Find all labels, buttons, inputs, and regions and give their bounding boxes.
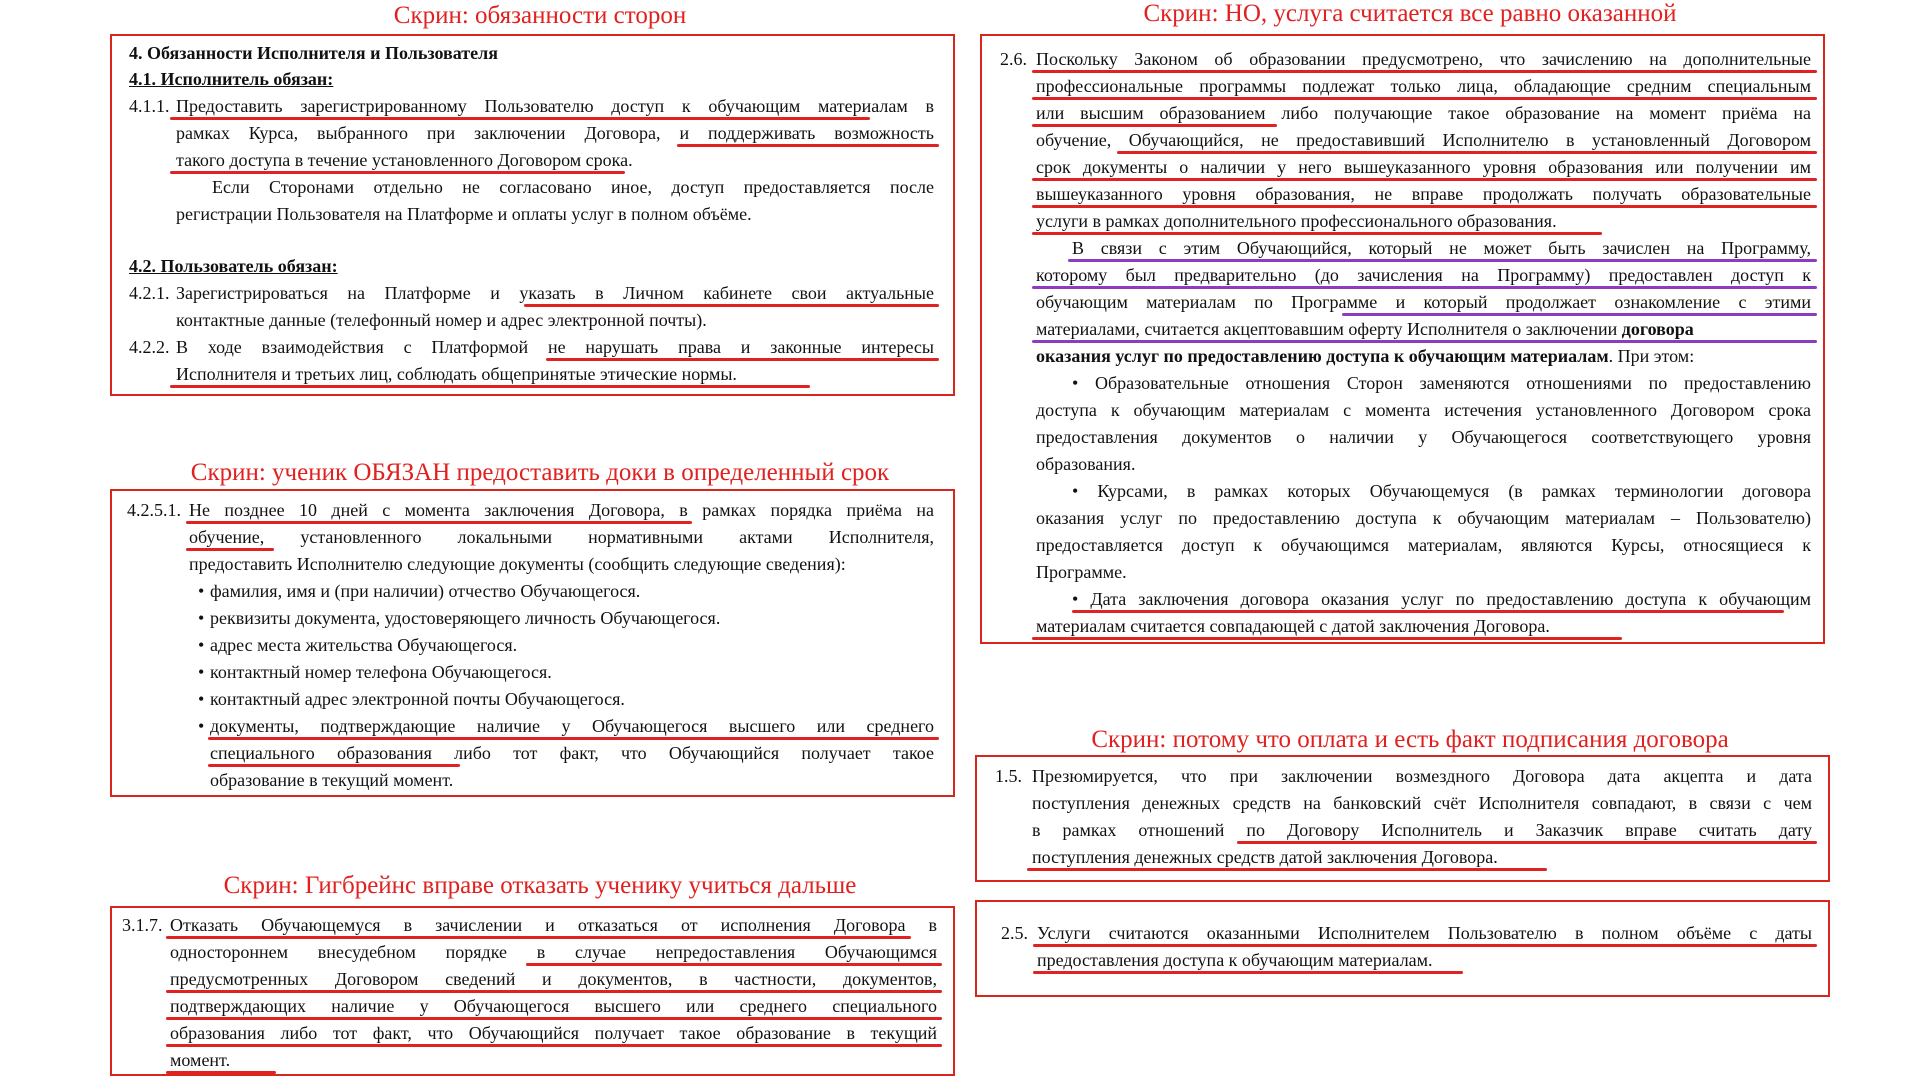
- list-item: фамилия, имя и (при наличии) отчество Обучающегося.: [210, 581, 641, 601]
- highlight-underline: [546, 358, 939, 361]
- highlight-underline: [186, 548, 274, 551]
- text-line: материалам считается совпадающей с датой заключения Договора.: [1036, 616, 1550, 636]
- clause-number: 4.1.1.: [129, 96, 170, 116]
- highlight-underline: [1237, 841, 1817, 844]
- caption-payment-is-signing: Скрин: потому что оплата и есть факт подписания договора: [1091, 726, 1729, 753]
- text-line: обучение, установленного локальными нормативными актами Исполнителя,: [189, 527, 934, 547]
- bullet: •: [198, 581, 205, 601]
- text-line: срок документы о наличии у него вышеуказанного уровня образования или получении им: [1036, 157, 1811, 177]
- text-line: Не позднее 10 дней с момента заключения Договора, в рамках порядка приёма на: [189, 500, 934, 520]
- highlight-underline: [1033, 971, 1463, 974]
- text-line: поступления денежных средств на банковский счёт Исполнителя совпадают, в связи с чем: [1032, 793, 1812, 813]
- highlight-underline: [208, 737, 939, 740]
- clause-number: 2.5.: [1001, 923, 1028, 943]
- text-line: Зарегистрироваться на Платформе и указать в Личном кабинете свои актуальные: [176, 283, 934, 303]
- text-line: Презюмируется, что при заключении возмездного Договора дата акцепта и дата: [1032, 766, 1812, 786]
- highlight-underline: [166, 990, 942, 993]
- caption-service-considered-rendered: Скрин: НО, услуга считается все равно оказанной: [1143, 0, 1677, 27]
- highlight-underline: [166, 1017, 942, 1020]
- text-line: [1036, 316, 1811, 342]
- text-line: профессиональные программы подлежат только лица, обладающие средним специальным: [1036, 76, 1811, 96]
- section-title: 4. Обязанности Исполнителя и Пользователя: [129, 43, 498, 63]
- excerpt-obligations: [110, 34, 955, 396]
- text-span: материалами, считается акцептовавшим оферту Исполнителя о заключении: [1036, 319, 1618, 339]
- bullet: •: [198, 662, 205, 682]
- highlight-underline: [170, 117, 870, 120]
- text-line: • Курсами, в рамках которых Обучающемуся (в рамках терминологии договора: [1072, 481, 1811, 501]
- list-item: реквизиты документа, удостоверяющего личность Обучающегося.: [210, 608, 721, 628]
- list-item: контактный номер телефона Обучающегося.: [210, 662, 552, 682]
- highlight-underline: [526, 963, 942, 966]
- text-line: поступления денежных средств датой заключения Договора.: [1032, 847, 1498, 867]
- text-line: • Образовательные отношения Сторон заменяются отношениями по предоставлению: [1072, 373, 1811, 393]
- text-line: доступа к обучающим материалам с момента истечения установленного Договором срока: [1036, 400, 1811, 420]
- highlight-underline: [1032, 70, 1817, 73]
- text-span-bold: договора: [1621, 319, 1694, 339]
- text-span: . При этом:: [1608, 346, 1695, 366]
- excerpt-clause-2-6: [980, 34, 1825, 644]
- text-line: вышеуказанного уровня образования, не вправе продолжать получать образовательные: [1036, 184, 1811, 204]
- highlight-underline: [186, 521, 692, 524]
- text-line: предоставления доступа к обучающим материалам.: [1037, 950, 1433, 970]
- text-line: образования.: [1036, 454, 1136, 474]
- text-line: в рамках отношений по Договору Исполнитель и Заказчик вправе считать дату: [1032, 820, 1812, 840]
- highlight-underline: [524, 304, 939, 307]
- excerpt-clause-4-2-5-1: [110, 489, 955, 797]
- clause-number: 3.1.7.: [122, 915, 163, 935]
- highlight-underline-purple: [1032, 286, 1817, 289]
- text-line: одностороннем внесудебном порядке в случае непредоставления Обучающимся: [170, 942, 937, 962]
- highlight-underline-purple: [1342, 313, 1817, 316]
- text-line: момент.: [170, 1050, 231, 1070]
- text-line: Отказать Обучающемуся в зачислении и отказаться от исполнения Договора в: [170, 915, 937, 935]
- list-item: документы, подтверждающие наличие у Обучающегося высшего или среднего: [210, 716, 934, 736]
- text-line: В ходе взаимодействия с Платформой не нарушать права и законные интересы: [176, 337, 934, 357]
- subsection-user-obliged: 4.2. Пользователь обязан:: [129, 256, 338, 276]
- highlight-underline: [1072, 610, 1784, 613]
- highlight-underline: [1032, 637, 1622, 640]
- bullet: •: [198, 635, 205, 655]
- text-line: • Дата заключения договора оказания услуг по предоставлению доступа к обучающим: [1072, 589, 1811, 609]
- bullet: •: [198, 608, 205, 628]
- clause-number: 1.5.: [995, 766, 1022, 786]
- clause-number: 4.2.1.: [129, 283, 170, 303]
- bullet: •: [198, 716, 205, 736]
- text-line: Исполнителя и третьих лиц, соблюдать общепринятые этические нормы.: [176, 364, 737, 384]
- text-line: которому был предварительно (до зачисления на Программу) предоставлен доступ к: [1036, 265, 1811, 285]
- text-line: Услуги считаются оказанными Исполнителем Пользователю в полном объёме с даты: [1037, 923, 1812, 943]
- text-line: подтверждающих наличие у Обучающегося высшего или среднего специального: [170, 996, 937, 1016]
- highlight-underline: [1032, 97, 1817, 100]
- text-line: регистрации Пользователя на Платформе и оплаты услуг в полном объёме.: [176, 204, 752, 224]
- text-line: В связи с этим Обучающийся, который не может быть зачислен на Программу,: [1072, 238, 1811, 258]
- highlight-underline: [166, 1044, 942, 1047]
- text-line: образования либо тот факт, что Обучающийся получает такое образование в текущий: [170, 1023, 937, 1043]
- caption-may-refuse-further-study: Скрин: Гигбрейнс вправе отказать ученику учиться дальше: [223, 872, 857, 899]
- bullet: •: [198, 689, 205, 709]
- text-line: или высшим образованием либо получающие такое образование на момент приёма на: [1036, 103, 1811, 123]
- caption-party-obligations: Скрин: обязанности сторон: [393, 2, 687, 29]
- list-item: специального образования либо тот факт, что Обучающийся получает такое: [210, 743, 934, 763]
- highlight-underline: [170, 385, 810, 388]
- highlight-underline: [1032, 205, 1817, 208]
- highlight-underline: [1027, 868, 1547, 871]
- list-item: контактный адрес электронной почты Обучающегося.: [210, 689, 625, 709]
- text-line: такого доступа в течение установленного Договором срока.: [176, 150, 633, 170]
- clause-number: 4.2.5.1.: [127, 500, 181, 520]
- text-line: [1036, 343, 1694, 369]
- excerpt-clause-1-5: [975, 755, 1830, 882]
- subsection-executor-obliged: 4.1. Исполнитель обязан:: [129, 69, 334, 89]
- text-line: Если Сторонами отдельно не согласовано иное, доступ предоставляется после: [212, 177, 934, 197]
- text-line: оказания услуг по предоставлению доступа к обучающим материалам – Пользователю): [1036, 508, 1811, 528]
- text-line: услуги в рамках дополнительного профессионального образования.: [1036, 211, 1557, 231]
- highlight-underline: [1032, 232, 1602, 235]
- text-line: Поскольку Законом об образовании предусмотрено, что зачислению на дополнительные: [1036, 49, 1811, 69]
- highlight-underline: [1032, 124, 1277, 127]
- highlight-underline: [170, 171, 625, 174]
- text-line: обучающим материалам по Программе и который продолжает ознакомление с этими: [1036, 292, 1811, 312]
- text-line: предусмотренных Договором сведений и документов, в частности, документов,: [170, 969, 937, 989]
- text-span-bold: оказания услуг по предоставлению доступа к обучающим материалам: [1036, 346, 1609, 366]
- text-line: обучение, Обучающийся, не предоставивший Исполнителю в установленный Договором: [1036, 130, 1811, 150]
- text-line: предоставляется доступ к обучающимся материалам, являются Курсы, относящиеся к: [1036, 535, 1811, 555]
- highlight-underline-purple: [1032, 340, 1817, 343]
- excerpt-clause-2-5: [975, 900, 1830, 997]
- highlight-underline-purple: [1068, 259, 1817, 262]
- clause-number: 2.6.: [1000, 49, 1027, 69]
- list-item: адрес места жительства Обучающегося.: [210, 635, 518, 655]
- text-line: Программе.: [1036, 562, 1127, 582]
- text-line: Предоставить зарегистрированному Пользователю доступ к обучающим материалам в: [176, 96, 934, 116]
- highlight-underline: [208, 764, 460, 767]
- list-item: образование в текущий момент.: [210, 770, 454, 790]
- highlight-underline: [1033, 944, 1817, 947]
- highlight-underline: [1032, 178, 1817, 181]
- text-line: предоставить Исполнителю следующие документы (сообщить следующие сведения):: [189, 554, 846, 574]
- clause-number: 4.2.2.: [129, 337, 170, 357]
- highlight-underline: [166, 1071, 276, 1074]
- text-line: предоставления документов о наличии у Обучающегося соответствующего уровня: [1036, 427, 1811, 447]
- highlight-underline: [677, 144, 939, 147]
- caption-student-must-provide-docs: Скрин: ученик ОБЯЗАН предоставить доки в определенный срок: [190, 459, 890, 486]
- highlight-underline: [1117, 151, 1817, 154]
- text-line: рамках Курса, выбранного при заключении Договора, и поддерживать возможность: [176, 123, 934, 143]
- excerpt-clause-3-1-7: [110, 906, 955, 1076]
- highlight-underline: [166, 936, 911, 939]
- text-line: контактные данные (телефонный номер и адрес электронной почты).: [176, 310, 707, 330]
